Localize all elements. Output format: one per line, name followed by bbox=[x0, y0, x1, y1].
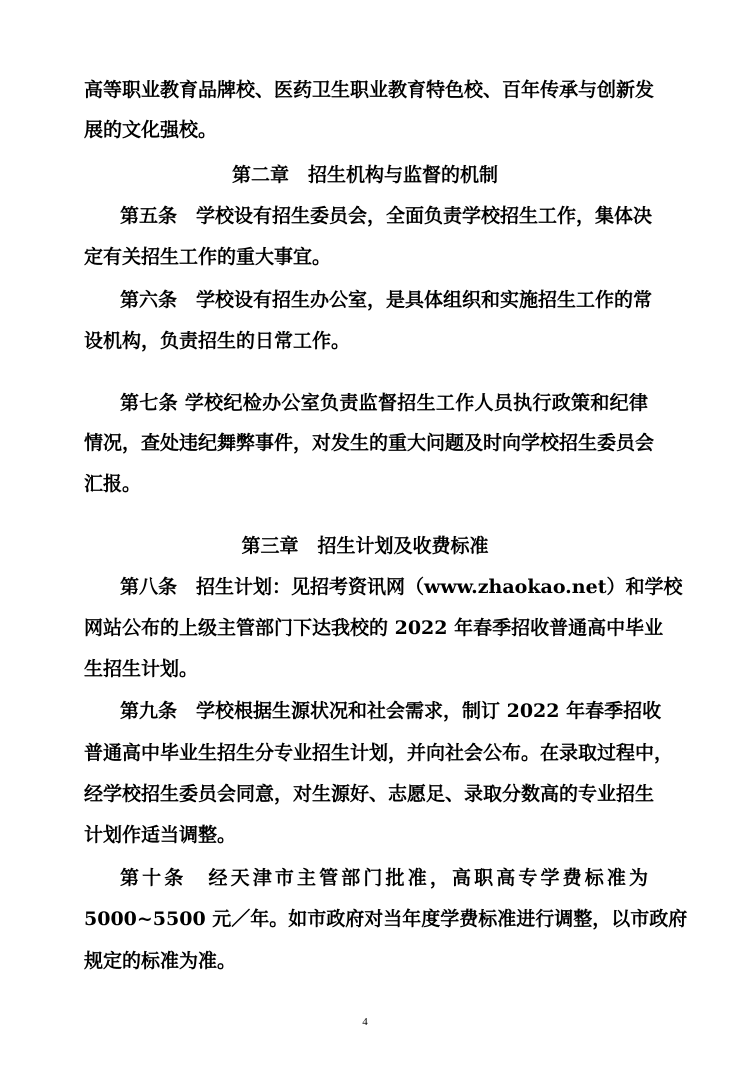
article-9-line-4: 计划作适当调整。 bbox=[84, 824, 237, 846]
intro-line-1: 高等职业教育品牌校、医药卫生职业教育特色校、百年传承与创新发 bbox=[84, 79, 655, 101]
article-10-line-3: 规定的标准为准。 bbox=[84, 950, 237, 972]
article-7-line-2: 情况，查处违纪舞弊事件，对发生的重大问题及时向学校招生委员会 bbox=[84, 432, 655, 454]
page-number: 4 bbox=[362, 1016, 368, 1028]
article-10-line-2: 5000~5500 元／年。如市政府对当年度学费标准进行调整，以市政府 bbox=[84, 908, 688, 930]
article-5-line-2: 定有关招生工作的重大事宜。 bbox=[84, 246, 332, 268]
article-8-line-2: 网站公布的上级主管部门下达我校的 2022 年春季招收普通高中毕业 bbox=[84, 617, 664, 639]
article-9-line-3: 经学校招生委员会同意，对生源好、志愿足、录取分数高的专业招生 bbox=[84, 783, 655, 805]
chapter-2-heading: 第二章 招生机构与监督的机制 bbox=[231, 164, 498, 186]
article-6-line-2: 设机构，负责招生的日常工作。 bbox=[84, 330, 351, 352]
article-8-line-1: 第八条 招生计划：见招考资讯网（www.zhaokao.net）和学校 bbox=[120, 576, 683, 598]
article-5-line-1: 第五条 学校设有招生委员会，全面负责学校招生工作，集体决 bbox=[120, 205, 653, 227]
article-6-line-1: 第六条 学校设有招生办公室，是具体组织和实施招生工作的常 bbox=[120, 289, 653, 311]
article-10-line-1: 第十条 经天津市主管部门批准，高职高专学费标准为 bbox=[120, 867, 648, 889]
article-7-line-1: 第七条 学校纪检办公室负责监督招生工作人员执行政策和纪律 bbox=[120, 392, 648, 414]
article-8-line-3: 生招生计划。 bbox=[84, 658, 199, 680]
article-9-line-2: 普通高中毕业生招生分专业招生计划，并向社会公布。在录取过程中， bbox=[84, 742, 674, 764]
chapter-3-heading: 第三章 招生计划及收费标准 bbox=[241, 535, 489, 557]
article-7-line-3: 汇报。 bbox=[84, 473, 142, 495]
intro-line-2: 展的文化强校。 bbox=[84, 119, 218, 141]
article-9-line-1: 第九条 学校根据生源状况和社会需求，制订 2022 年春季招收 bbox=[120, 700, 662, 722]
